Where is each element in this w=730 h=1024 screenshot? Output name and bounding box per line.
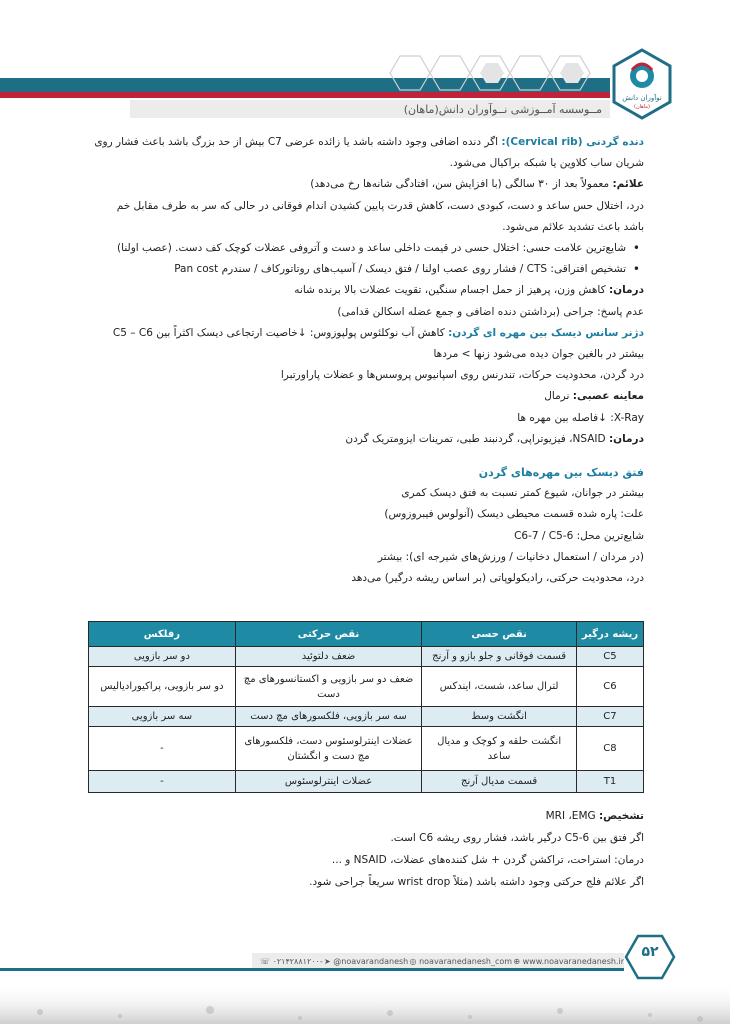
cervical-rib-paragraph [88,132,644,153]
diagnosis-line-3: اگر علائم فلج حرکتی وجود داشته باشد (مثلاً wrist drop سریعاً جراحی شود. [309,876,644,888]
footer-contacts [260,954,624,968]
bullet-differential-diagnosis: • تشخیص افتراقی: CTS / فشار روی عصب اولنا / فتق دیسک / آسیب‌های روتاتورکاف / سندرم Pan cost [88,259,626,280]
disc-degeneration-text: کاهش آب نوکلئوس پولپوزوس: ↓خاصیت ارتجاعی دیسک اکثراً بین C5 – C6 [112,326,445,339]
disc-degeneration-text-2: بیشتر در بالغین جوان دیده می‌شود زنها > مردها [433,348,644,361]
nerve-root-table [88,621,644,793]
main-content [88,132,644,589]
phone-icon: ☏ [260,956,271,966]
bullet-sensory-sign: • شایع‌ترین علامت حسی: اختلال حسی در قیمت داخلی ساعد و دست و آتروفی عضلات کوچک کف دست. (عصب اولنا) [88,238,626,259]
table-cell: C6 [576,667,643,707]
treatment-text: کاهش وزن، پرهیز از حمل اجسام سنگین، تقویت عضلات بالا برنده شانه [294,284,606,297]
disc-degeneration-paragraph [88,323,644,344]
treatment-2-label: درمان: [608,432,644,445]
footer-phone [260,957,323,966]
cervical-rib-text-2: شریان ساب کلاوین یا شبکه براکیال می‌شود. [449,157,644,170]
institute-logo-icon [610,48,674,120]
disc-degeneration-title: دژنر سانس دیسک بین مهره ای گردن: [448,326,644,339]
telegram-icon: ➤ [324,956,331,966]
table-cell: قسمت فوقانی و جلو بازو و آرنج [422,647,577,667]
logo-text: نوآوران دانش [622,94,662,102]
page-number: ۵۲ [641,944,659,960]
table-cell: C5 [576,647,643,667]
herniation-line-3: شایع‌ترین محل: C6-7 / C5-6 [514,529,644,542]
table-row [89,727,644,771]
signs-line-2: درد، اختلال حس ساعد و دست، کبودی دست، کاهش قدرت پایین کشیدن اندام فوقانی در حالی که سر به طرف مقابل خم [116,199,644,212]
institute-banner [130,100,610,118]
neuro-exam-label: معاینه عصبی: [572,390,644,403]
signs-text: معمولاً بعد از ۳۰ سالگی (با افزایش سن، افتادگی شانه‌ها رخ می‌دهد) [310,178,610,191]
diagnosis-label: تشخیص: [598,810,644,822]
instagram-icon: ◎ [409,956,417,966]
treatment-label: درمان: [608,284,644,297]
header-sensory-deficit: نقص حسی [422,622,577,647]
herniation-line-4: (در مردان / استعمال دخانیات / ورزش‌های شیرجه ای): بیشتر [377,550,644,563]
neuro-exam-paragraph [88,386,644,407]
disc-degeneration-text-3: درد گردن، محدودیت حرکات، تندرنس روی اسپانیوس پروسس‌ها و عضلات پاراورتبرا [280,369,644,382]
diagnosis-line-1: اگر فتق بین C5-6 درگیر باشد، فشار روی ریشه C6 است. [390,832,644,844]
footer-instagram[interactable] [410,957,513,966]
decorative-grunge-texture [0,982,730,1024]
table-cell: سه سر بازویی [89,707,236,727]
signs-label: علائم: [612,178,644,191]
diagnosis-paragraph [88,805,644,827]
treatment-2-text: NSAID، فیزیوتراپی، گردنبند طبی، تمرینات ایزومتریک گردن [345,432,606,445]
table-row [89,771,644,793]
table-cell: C8 [576,727,643,771]
table-cell: عضلات اینترلوسئوس [235,771,421,793]
hexagon-pattern-icon [380,48,620,98]
cervical-rib-title: دنده گردنی (Cervical rib): [501,136,644,148]
header-reflex: رفلکس [89,622,236,647]
signs-line-3: باشد باعث تشدید علائم می‌شود. [502,220,644,233]
table-cell: ضعف دو سر بازویی و اکستانسورهای مچ دست [235,667,421,707]
footer-line [0,968,624,971]
footer-telegram[interactable] [324,957,408,966]
neuro-exam-text: نرمال [544,390,570,403]
table-cell: C7 [576,707,643,727]
institute-name: مــوسسه آمــوزشی نــوآوران دانش(ماهان) [403,102,602,116]
table-cell: عضلات اینترلوسئوس دست، فلکسورهای مچ دست و انگشتان [235,727,421,771]
table-row [89,647,644,667]
table-cell: انگشت حلقه و کوچک و مدیال ساعد [422,727,577,771]
header-motor-deficit: نقص حرکتی [235,622,421,647]
cervical-rib-text: اگر دنده اضافی وجود داشته باشد یا زائده عرضی C7 بیش از حد بزرگ باشد باعث فشار روی [94,136,499,148]
xray-text: X-Ray: ↓فاصله بین مهره ها [517,411,644,424]
table-cell: انگشت وسط [422,707,577,727]
herniation-line-5: درد، محدودیت حرکتی، رادیکولوپاتی (بر اساس ریشه درگیر) می‌دهد [351,572,644,585]
table-row [89,667,644,707]
globe-icon: ⊕ [513,956,521,966]
instagram-text: noavaranedanesh_com [419,956,513,966]
disc-herniation-title: فتق دیسک بین مهره‌های گردن [478,466,644,480]
website-text: www.noavaranedanesh.ir [522,956,624,966]
herniation-line-2: علت: پاره شده قسمت محیطی دیسک (آنولوس فیبروزوس) [384,508,644,521]
table-cell: دو سر بازویی [89,647,236,667]
phone-text: ۰۲۱۴۲۸۸۱۲۰۰- [272,956,323,966]
logo-subtext: (ماهان) [634,104,650,110]
table-cell: - [89,771,236,793]
treatment-paragraph [88,280,644,301]
table-header-row [89,622,644,647]
footer-website[interactable] [513,957,624,966]
header-nerve-root: ریشه درگیر [576,622,643,647]
table-cell: - [89,727,236,771]
herniation-line-1: بیشتر در جوانان، شیوع کمتر نسبت به فتق دیسک کمری [401,487,644,500]
signs-bullet-list [88,238,644,280]
table-cell: T1 [576,771,643,793]
signs-paragraph [88,174,644,195]
no-response-text: عدم پاسخ: جراحی (برداشتن دنده اضافی و جمع عضله اسکالن قدامی) [337,305,644,318]
diagnosis-text: MRI ،EMG [545,810,596,822]
table-cell: قسمت مدیال آرنج [422,771,577,793]
table-cell: دو سر بازویی، پراکیورادیالیس [89,667,236,707]
telegram-text: @noavarandanesh [333,956,409,966]
diagnosis-line-2: درمان: استراحت، تراکشن گردن + شل کننده‌های عضلات، NSAID و ... [331,854,644,866]
table-cell: لترال ساعد، شست، ایندکس [422,667,577,707]
table-row [89,707,644,727]
table-cell: ضعف دلتوئید [235,647,421,667]
treatment-2-paragraph [88,429,644,450]
table-cell: سه سر بازویی، فلکسورهای مچ دست [235,707,421,727]
diagnosis-section [88,805,644,893]
